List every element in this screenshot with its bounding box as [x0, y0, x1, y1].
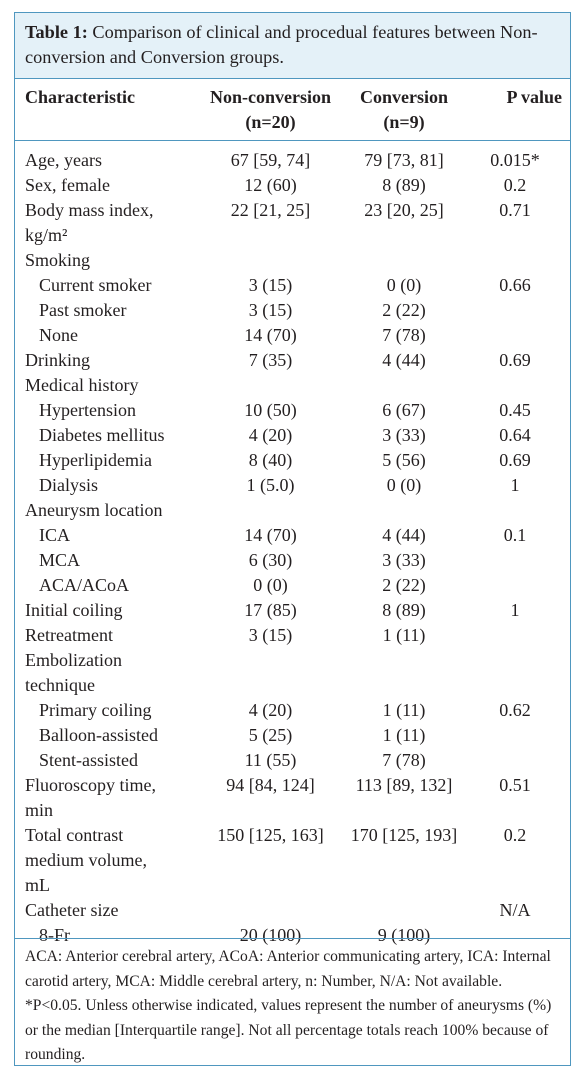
row-label: MCA: [39, 550, 81, 570]
cell-conversion: 113 [89, 132]: [355, 775, 453, 795]
cell-nonconversion: 22 [21, 25]: [230, 200, 311, 220]
table-frame: [14, 12, 571, 1066]
cell-pvalue: [460, 623, 570, 648]
cell-conversion: 7 (78): [382, 325, 426, 345]
table-row: [15, 498, 570, 523]
cell-nonconversion: 20 (100): [239, 925, 302, 945]
cell-nonconversion: 150 [125, 163]: [217, 825, 324, 845]
row-label: ACA/ACoA: [39, 575, 130, 595]
cell-nonconversion: [193, 373, 348, 398]
row-label: Retreatment: [25, 625, 113, 645]
cell-pvalue: [460, 723, 570, 748]
header-nonconversion: [193, 85, 348, 140]
cell-pvalue: 0.71: [499, 200, 531, 220]
cell-conversion: [348, 498, 460, 523]
cell-nonconversion: 3 (15): [248, 275, 293, 295]
row-label: None: [39, 325, 78, 345]
cell-conversion: 1 (11): [382, 625, 426, 645]
cell-pvalue: 0.69: [499, 450, 531, 470]
cell-nonconversion: 67 [59, 74]: [230, 150, 311, 170]
cell-nonconversion: [193, 498, 348, 523]
table-row: [15, 248, 570, 273]
cell-conversion: 1 (11): [382, 700, 426, 720]
cell-nonconversion: 8 (40): [248, 450, 293, 470]
table-row: [15, 198, 570, 248]
cell-conversion: 0 (0): [386, 475, 422, 495]
row-label: ICA: [39, 525, 70, 545]
cell-pvalue: 0.015*: [490, 150, 540, 170]
table-row: [15, 148, 570, 173]
cell-pvalue: 1: [510, 600, 520, 620]
cell-conversion: [348, 898, 460, 923]
table-row: [15, 773, 570, 823]
header-characteristic: Characteristic: [25, 87, 135, 107]
cell-conversion: 2 (22): [382, 575, 426, 595]
cell-conversion: 1 (11): [382, 725, 426, 745]
table-row: [15, 473, 570, 498]
cell-nonconversion: 12 (60): [244, 175, 297, 195]
cell-pvalue: 0.62: [499, 700, 531, 720]
row-label: Primary coiling: [39, 700, 152, 720]
cell-nonconversion: 6 (30): [248, 550, 293, 570]
cell-pvalue: 0.45: [499, 400, 531, 420]
cell-pvalue: N/A: [499, 900, 531, 920]
row-label: Sex, female: [25, 175, 110, 195]
cell-conversion: 5 (56): [382, 450, 426, 470]
table-row: [15, 898, 570, 923]
cell-pvalue: [460, 373, 570, 398]
cell-conversion: 0 (0): [386, 275, 422, 295]
cell-nonconversion: 3 (15): [248, 625, 293, 645]
cell-nonconversion: 11 (55): [244, 750, 297, 770]
table-row: [15, 823, 570, 898]
table-row: [15, 273, 570, 298]
cell-pvalue: 0.69: [499, 350, 531, 370]
cell-conversion: [348, 648, 460, 698]
cell-conversion: 3 (33): [382, 425, 426, 445]
row-label: Smoking: [25, 250, 91, 270]
row-label: Hypertension: [39, 400, 136, 420]
table-header: [15, 79, 570, 141]
table-caption: [15, 13, 570, 79]
cell-nonconversion: 94 [84, 124]: [226, 775, 315, 795]
header-nonconversion-label: Non-conversion: [210, 87, 331, 107]
header-conversion-label: Conversion: [359, 87, 448, 107]
table-row: [15, 523, 570, 548]
row-label: Hyperlipidemia: [39, 450, 152, 470]
caption-text: Comparison of clinical and procedual features between Non-conversion and Conversion groups.: [25, 22, 538, 67]
cell-nonconversion: 5 (25): [248, 725, 293, 745]
cell-nonconversion: 4 (20): [248, 700, 293, 720]
cell-conversion: 170 [125, 193]: [350, 825, 458, 845]
cell-pvalue: [460, 248, 570, 273]
cell-nonconversion: [193, 648, 348, 698]
row-label: Past smoker: [39, 300, 127, 320]
cell-conversion: 4 (44): [382, 525, 426, 545]
header-conversion-n: (n=9): [383, 112, 425, 132]
cell-pvalue: [460, 323, 570, 348]
cell-nonconversion: 3 (15): [248, 300, 293, 320]
cell-pvalue: 0.2: [503, 175, 527, 195]
row-label: Total contrast medium volume, mL: [25, 825, 147, 895]
cell-pvalue: 0.51: [499, 775, 531, 795]
row-label: Drinking: [25, 350, 90, 370]
table-row: [15, 173, 570, 198]
row-label: Aneurysm location: [25, 500, 163, 520]
cell-conversion: 79 [73, 81]: [364, 150, 444, 170]
row-label: Fluoroscopy time, min: [25, 775, 156, 820]
caption-label: Table 1:: [25, 22, 88, 42]
cell-pvalue: [460, 298, 570, 323]
row-label: Body mass index, kg/m²: [25, 200, 154, 245]
cell-conversion: 7 (78): [382, 750, 426, 770]
cell-pvalue: [460, 498, 570, 523]
cell-pvalue: 0.64: [499, 425, 531, 445]
table-row: [15, 623, 570, 648]
cell-conversion: 23 [20, 25]: [364, 200, 444, 220]
row-label: Current smoker: [39, 275, 152, 295]
cell-conversion: [348, 373, 460, 398]
cell-pvalue: 0.2: [503, 825, 527, 845]
cell-nonconversion: 1 (5.0): [246, 475, 295, 495]
table-row: [15, 723, 570, 748]
table-row: [15, 323, 570, 348]
cell-nonconversion: 4 (20): [248, 425, 293, 445]
row-label: Medical history: [25, 375, 139, 395]
table-row: [15, 573, 570, 598]
cell-nonconversion: [193, 248, 348, 273]
header-nonconversion-n: (n=20): [245, 112, 296, 132]
cell-pvalue: [460, 548, 570, 573]
cell-conversion: 9 (100): [377, 925, 431, 945]
cell-nonconversion: 17 (85): [244, 600, 297, 620]
cell-nonconversion: 7 (35): [248, 350, 293, 370]
table-row: [15, 648, 570, 698]
row-label: 8-Fr: [39, 925, 70, 945]
row-label: Embolization technique: [25, 650, 122, 695]
row-label: Balloon-assisted: [39, 725, 158, 745]
cell-conversion: 2 (22): [382, 300, 426, 320]
cell-nonconversion: 14 (70): [244, 525, 297, 545]
cell-conversion: 8 (89): [382, 600, 426, 620]
table-row: [15, 548, 570, 573]
header-conversion: [348, 85, 460, 140]
table-body: [15, 141, 570, 948]
header-pvalue: P value: [506, 87, 562, 107]
table-footnote: ACA: Anterior cerebral artery, ACoA: Anterior communicating artery, ICA: Internal carotid artery, MCA: Middle cerebral artery, n: Number, N/A: Not available. *P<0.05. Unless otherwise indicated, values represent the number of aneurysms (%) or the median [Interquartile range]. Not all percentage totals reach 100% because of rounding.: [15, 938, 570, 1065]
table-row: [15, 398, 570, 423]
cell-conversion: 6 (67): [382, 400, 426, 420]
table-row: [15, 448, 570, 473]
cell-pvalue: 1: [510, 475, 520, 495]
table-row: [15, 373, 570, 398]
cell-nonconversion: 0 (0): [253, 575, 288, 595]
row-label: Age, years: [25, 150, 102, 170]
table-row: [15, 348, 570, 373]
row-label: Stent-assisted: [39, 750, 138, 770]
cell-pvalue: [460, 648, 570, 698]
table-row: [15, 298, 570, 323]
cell-conversion: [348, 248, 460, 273]
table-row: [15, 423, 570, 448]
table-row: [15, 598, 570, 623]
cell-nonconversion: [193, 898, 348, 923]
cell-pvalue: [460, 748, 570, 773]
cell-pvalue: 0.66: [499, 275, 531, 295]
cell-nonconversion: 14 (70): [244, 325, 297, 345]
cell-conversion: 4 (44): [382, 350, 426, 370]
cell-pvalue: [460, 573, 570, 598]
cell-nonconversion: 10 (50): [244, 400, 297, 420]
row-label: Initial coiling: [25, 600, 123, 620]
cell-conversion: 3 (33): [382, 550, 426, 570]
row-label: Catheter size: [25, 900, 119, 920]
cell-pvalue: 0.1: [503, 525, 527, 545]
row-label: Diabetes mellitus: [39, 425, 165, 445]
cell-conversion: 8 (89): [382, 175, 426, 195]
table-row: [15, 698, 570, 723]
row-label: Dialysis: [39, 475, 99, 495]
table-row: [15, 748, 570, 773]
